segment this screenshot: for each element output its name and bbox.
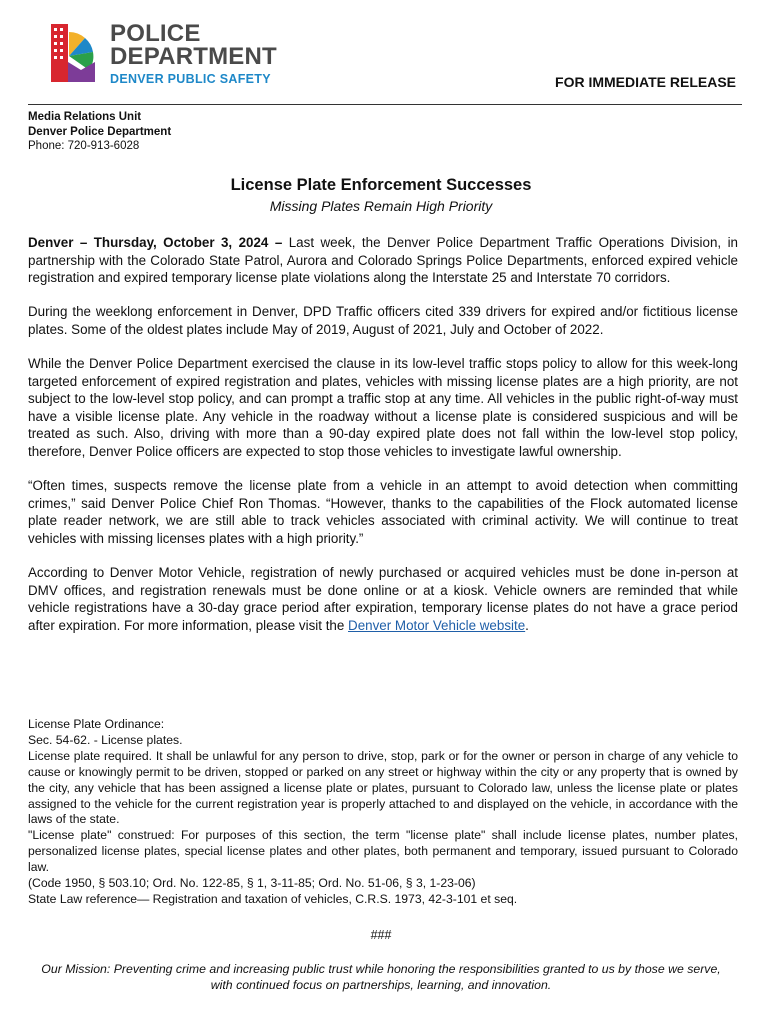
- logo-line-department: DEPARTMENT: [110, 43, 277, 70]
- release-label: FOR IMMEDIATE RELEASE: [555, 74, 736, 90]
- dateline: Denver – Thursday, October 3, 2024 –: [28, 235, 283, 250]
- press-release-body: [28, 234, 738, 651]
- logo-line-police: POLICE: [110, 20, 201, 47]
- logo-line-denver-public-safety: DENVER PUBLIC SAFETY: [110, 72, 271, 86]
- ordinance-text-2: "License plate" construed: For purposes of this section, the term "license plate" shall include license plates, number plates, personalized license plates, special license plates and other plates, both permanent and temporary, issued pursuant to Colorado law.: [28, 828, 738, 875]
- denver-seal-icon: [49, 22, 97, 84]
- contact-unit: Media Relations Unit: [28, 111, 142, 123]
- contact-phone: Phone: 720-913-6028: [28, 140, 140, 152]
- paragraph-3: While the Denver Police Department exercised the clause in its low-level traffic stops policy to allow for this week-long targeted enforcement of expired registration and plates, vehicles with missing license plates are a high priority, are not subject to the low-level stop policy, and can prompt a traffic stop at any time. All vehicles in the public right-of-way must have a visible license plate. Any vehicle in the roadway without a license plate is considered suspicious and will be treated as such. Also, driving with more than a 90-day expired plate does not fall within the low-level stop policy, therefore, Denver Police officers are expected to stop those vehicles to investigate lawful ownership.: [28, 355, 738, 459]
- paragraph-1: [28, 234, 738, 287]
- mission-statement: Our Mission: Preventing crime and increasing public trust while honoring the responsibilities granted to us by those we serve, with continued focus on partnerships, learning, and innovation.: [41, 962, 721, 992]
- header-divider: [28, 104, 742, 105]
- press-release-title: License Plate Enforcement Successes: [230, 176, 532, 194]
- ordinance-heading: License Plate Ordinance:: [28, 717, 165, 731]
- end-marks: ###: [370, 928, 392, 942]
- paragraph-5-text: According to Denver Motor Vehicle, registration of newly purchased or acquired vehicles must be done in-person at DMV offices, and registration renewals must be done online or at a kiosk. Vehicle owners are reminded that while vehicle registrations have a 30-day grace period after expiration, temporary license plates do not have a grace period after expiration. For more information, please visit the: [28, 564, 738, 633]
- paragraph-5-end: .: [525, 617, 529, 633]
- paragraph-4: “Often times, suspects remove the license plate from a vehicle in an attempt to avoid detection when committing crimes,” said Denver Police Chief Ron Thomas. “However, thanks to the capabilities of the Flock automated license plate reader network, we are still able to track vehicles associated with criminal activity. We will continue to treat vehicles with missing licenses plates with a high priority.”: [28, 478, 738, 546]
- ordinance-code: (Code 1950, § 503.10; Ord. No. 122-85, § 1, 3-11-85; Ord. No. 51-06, § 3, 1-23-06): [28, 876, 476, 891]
- ordinance-block: [28, 717, 738, 908]
- ordinance-section: Sec. 54-62. - License plates.: [28, 732, 183, 747]
- ordinance-state-reference: State Law reference— Registration and taxation of vehicles, C.R.S. 1973, 42-3-101 et seq.: [28, 891, 518, 906]
- press-release-subtitle: Missing Plates Remain High Priority: [269, 198, 493, 214]
- contact-department: Denver Police Department: [28, 125, 172, 138]
- department-wordmark: [110, 22, 277, 86]
- ordinance-text-1: License plate required. It shall be unlawful for any person to drive, stop, park or for the owner or person in charge of any vehicle to cause or knowingly permit to be driven, stopped or parked on any street or highway within the city or any property that is owned by the city, any vehicle that has been assigned a license plate or plates, pursuant to Colorado law, unless the license plate or plates assigned to the vehicle for the current registration year is properly attached to and displayed on the vehicle, in accordance with the laws of the state.: [28, 748, 738, 827]
- contact-block: [28, 110, 171, 154]
- paragraph-5: [28, 564, 738, 634]
- paragraph-2: During the weeklong enforcement in Denver, DPD Traffic officers cited 339 drivers for expired and/or fictitious license plates. Some of the oldest plates include May of 2019, August of 2021, July and October of 2022.: [28, 304, 738, 337]
- paragraph-1-text: Last week, the Denver Police Department Traffic Operations Division, in partnership with the Colorado State Patrol, Aurora and Colorado Springs Police Departments, enforced expired vehicle registration and expired temporary license plate violations along the Interstate 25 and Interstate 70 corridors.: [28, 235, 738, 286]
- dmv-website-link[interactable]: Denver Motor Vehicle website: [348, 617, 526, 633]
